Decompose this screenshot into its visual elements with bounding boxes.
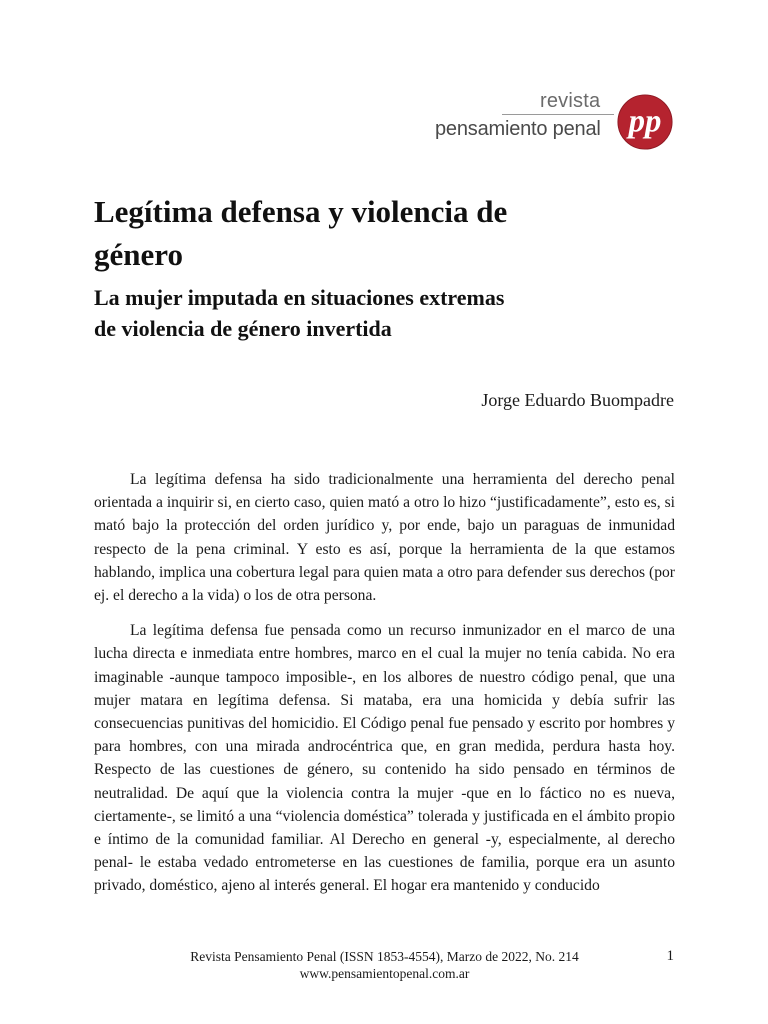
logo-monogram-icon bbox=[616, 93, 674, 151]
logo-revista-text: revista bbox=[540, 90, 601, 112]
journal-logo bbox=[432, 90, 677, 154]
logo-name-text: pensamiento penal bbox=[435, 118, 601, 140]
body-paragraph: La legítima defensa fue pensada como un recurso inmunizador en el marco de una lucha directa e inmediata entre hombres, marco en el cual la mujer no tenía cabida. No era imaginable -aunque tampoco imposible-, en los albores de nuestro código penal, que una mujer matara en legítima defensa. Si mataba, era una homicida y debía sufrir las consecuencias punitivas del homicidio. El Código penal fue pensado y escrito por hombres y para hombres, con una mirada androcéntrica que, en gran medida, perdura hasta hoy. Respecto de las cuestiones de género, su contenido ha sido pensado en términos de neutralidad. De aquí que la violencia contra la mujer -que en lo fáctico no es nueva, ciertamente-, se limitó a una “violencia doméstica” tolerada y justificada en el ámbito propio e íntimo de la comunidad familiar. Al Derecho en general -y, especialmente, al derecho penal- le estaba vedado entrometerse en las cuestiones de familia, porque era un asunto privado, doméstico, ajeno al interés general. El hogar era mantenido y conducido bbox=[94, 622, 675, 895]
body-paragraph: La legítima defensa ha sido tradicionalmente una herramienta del derecho penal orientada a inquirir si, en cierto caso, quien mató a otro lo hizo “justificadamente”, esto es, si mató bajo la protección del orden jurídico y, por ende, bajo un paraguas de inmunidad respecto de la pena criminal. Y esto es así, porque la herramienta de la que estamos hablando, implica una cobertura legal para quien mata a otro para defender sus derechos (por ej. el derecho a la vida) o los de otra persona. bbox=[94, 471, 675, 605]
article-body bbox=[94, 468, 675, 910]
article-author: Jorge Eduardo Buompadre bbox=[481, 390, 674, 410]
article-title: Legítima defensa y violencia de género bbox=[94, 194, 508, 272]
logo-monogram-text: pp bbox=[628, 103, 662, 140]
footer-citation: Revista Pensamiento Penal (ISSN 1853-4554), Marzo de 2022, No. 214 bbox=[190, 949, 579, 964]
page-footer bbox=[94, 948, 675, 982]
article-subtitle: La mujer imputada en situaciones extremas de violencia de género invertida bbox=[94, 285, 505, 341]
logo-rule bbox=[502, 114, 614, 115]
footer-website: www.pensamientopenal.com.ar bbox=[299, 966, 470, 981]
page-number: 1 bbox=[666, 948, 674, 964]
